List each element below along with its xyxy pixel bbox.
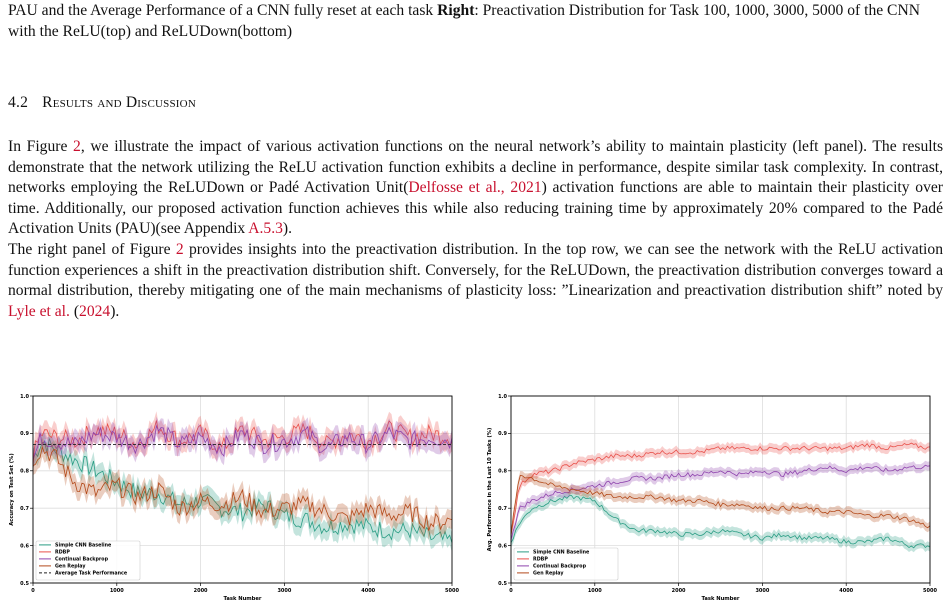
section-heading: [8, 94, 196, 112]
y-axis-label: Accuracy on Test Set (%): [9, 453, 15, 526]
x-tick-label: 5000: [445, 588, 459, 594]
y-tick-label: 0.5: [20, 580, 29, 587]
x-tick-label: 2000: [193, 588, 208, 594]
paragraph-1: In Figure 2, we illustrate the impact of various activation functions on the neural network’s ability to maintain plasticity (left panel). The results demonstrate that the network utilizing the ReLU activation function exhibits a decline in performance, despite similar task complexity. In contrast, networks employing the ReLUDown or Padé Activation Unit(Delfosse et al., 2021) activation functions are able to maintain their plasticity over time. Additionally, our proposed activation function achieves this while also reducing training time by approximately 20% compared to the Padé Activation Units (PAU)(see Appendix A.5.3).: [8, 138, 944, 238]
legend-label: Gen Replay: [533, 571, 564, 577]
paragraph-2: The right panel of Figure 2 provides insights into the preactivation distribution. In the top row, we can see the network with the ReLU activation function experiences a shift in the preactivation distribution shift. Conversely, for the ReLUDown, the preactivation distribution converges toward a normal distribution, thereby mitigating one of the main mechanisms of plasticity loss: ”Linearization and preactivation distribution shift” noted by Lyle et al. (2024).: [8, 241, 943, 320]
figure-link[interactable]: 2: [175, 241, 184, 258]
caption-text-2: : Preactivation Distribution for Task 100, 1000, 3000, 5000 of the CNN with the ReLU(top) and ReLUDown(bottom): [8, 2, 920, 40]
citation-year-link[interactable]: 2024: [79, 302, 111, 320]
y-tick-label: 0.5: [498, 580, 507, 587]
y-tick-label: 0.7: [498, 506, 507, 512]
x-tick-label: 0: [509, 588, 513, 594]
x-axis-label: Task Number: [701, 596, 740, 602]
series-band: [511, 491, 930, 552]
section-number: 4.2: [8, 94, 29, 111]
citation-link[interactable]: Delfosse et al., 2021: [408, 179, 542, 197]
section-title: Results and Discussion: [42, 94, 196, 111]
y-tick-label: 0.7: [20, 506, 29, 512]
legend-label: RDBP: [55, 550, 70, 556]
y-tick-label: 1.0: [498, 393, 507, 400]
accuracy-chart: [0, 360, 472, 607]
legend-label: Average Task Performance: [55, 571, 128, 577]
caption-bold: Right: [437, 2, 475, 19]
x-tick-label: 4000: [839, 588, 854, 594]
y-tick-label: 0.9: [498, 431, 507, 438]
x-tick-label: 3000: [277, 588, 292, 594]
legend-label: Gen Replay: [55, 564, 86, 570]
x-tick-label: 1000: [109, 588, 124, 594]
caption-text: PAU and the Average Performance of a CNN fully reset at each task: [8, 2, 438, 19]
y-tick-label: 0.9: [20, 431, 29, 438]
y-tick-label: 1.0: [20, 393, 29, 400]
series-band: [33, 417, 452, 469]
x-tick-label: 4000: [361, 588, 376, 594]
citation-link[interactable]: Lyle et al.: [8, 302, 70, 320]
x-tick-label: 0: [31, 588, 35, 594]
x-tick-label: 3000: [755, 588, 770, 594]
legend-label: Continual Backprop: [533, 564, 587, 570]
x-tick-label: 2000: [671, 588, 686, 594]
y-tick-label: 0.8: [20, 468, 29, 475]
y-tick-label: 0.6: [20, 543, 29, 550]
x-tick-label: 5000: [923, 588, 937, 594]
figure-link[interactable]: 2: [73, 138, 81, 155]
chart-left: [0, 360, 472, 612]
legend-label: Continual Backprop: [55, 557, 109, 563]
chart-right: [478, 360, 950, 612]
y-tick-label: 0.8: [498, 468, 507, 475]
appendix-link[interactable]: A.5.3: [248, 220, 283, 238]
y-axis-label: Avg. Performance in the Last 10 Tasks (%): [487, 427, 493, 552]
legend-label: Simple CNN Baseline: [55, 543, 112, 549]
x-tick-label: 1000: [587, 588, 602, 594]
legend-label: Simple CNN Baseline: [533, 550, 590, 556]
figure-caption: [8, 0, 943, 42]
legend-label: RDBP: [533, 557, 548, 563]
y-tick-label: 0.6: [498, 543, 507, 550]
avg-performance-chart: [478, 360, 950, 607]
x-axis-label: Task Number: [223, 596, 262, 602]
